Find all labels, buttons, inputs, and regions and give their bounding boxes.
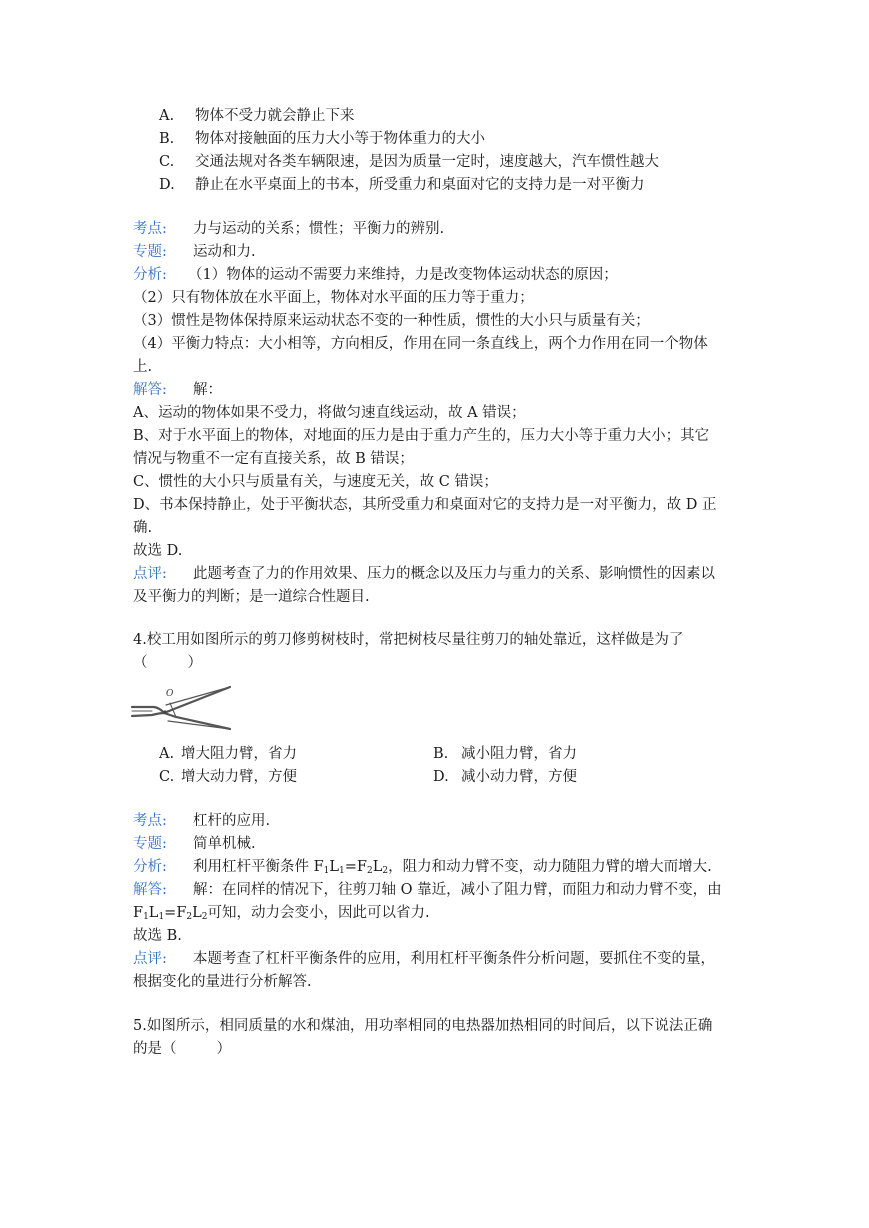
q3-jieda-line-6: 确.: [133, 520, 153, 536]
q4-stem: 4.校工用如图所示的剪刀修剪树枝时，常把树枝尽量往剪刀的轴处靠近，这样做是为了: [133, 632, 684, 648]
q3-jieda-line-1: A、运动的物体如果不受力，将做匀速直线运动，故 A 错误；: [133, 405, 526, 421]
q4-option-b: B. 减小阻力臂，省力: [433, 746, 577, 762]
q4-jieda: 解答: 解：在同样的情况下，往剪刀轴 O 靠近，减小了阻力臂，而阻力和动力臂不变，由: [133, 882, 722, 898]
q3-fenxi-line-3: （3）惯性是物体保持原来运动状态不变的一种性质，惯性的大小只与质量有关；: [133, 313, 650, 329]
q3-option-d: D. 静止在水平桌面上的书本，所受重力和桌面对它的支持力是一对平衡力: [159, 177, 645, 193]
q3-fenxi-line-1: 分析: （1）物体的运动不需要力来维持，力是改变物体运动状态的原因；: [133, 267, 618, 283]
q3-jieda-line-3: 情况与物重不一定有直接关系，故 B 错误；: [133, 451, 414, 467]
q4-jieda-line-3: 故选 B.: [133, 928, 182, 944]
q3-dianping-line-2: 及平衡力的判断；是一道综合性题目.: [133, 589, 370, 605]
q3-option-a: A. 物体不受力就会静止下来: [159, 108, 355, 124]
q4-kaodian: 考点: 杠杆的应用.: [133, 813, 271, 829]
q3-option-c: C. 交通法规对各类车辆限速，是因为质量一定时，速度越大，汽车惯性越大: [159, 154, 659, 170]
q3-zhuanti: 专题: 运动和力.: [133, 244, 256, 260]
q3-jieda-line-2: B、对于水平面上的物体，对地面的压力是由于重力产生的，压力大小等于重力大小；其它: [133, 428, 710, 444]
q4-dianping: 点评: 本题考查了杠杆平衡条件的应用，利用杠杆平衡条件分析问题，要抓住不变的量，: [133, 951, 715, 967]
q5-stem: 5.如图所示，相同质量的水和煤油，用功率相同的电热器加热相同的时间后，以下说法正确: [133, 1018, 713, 1034]
q3-jieda-line-5: D、书本保持静止，处于平衡状态，其所受重力和桌面对它的支持力是一对平衡力，故 D 正: [133, 497, 717, 513]
q3-option-b: B. 物体对接触面的压力大小等于物体重力的大小: [159, 131, 485, 147]
pivot-point: [163, 710, 166, 713]
q4-option-c: C. 增大动力臂，方便: [159, 769, 297, 785]
q3-kaodian: 考点: 力与运动的关系；惯性；平衡力的辨别.: [133, 221, 445, 237]
q4-option-a: A. 增大阻力臂，省力: [159, 746, 297, 762]
q3-jieda-line-4: C、惯性的大小只与质量有关，与速度无关，故 C 错误；: [133, 474, 498, 490]
q4-dianping-line-2: 根据变化的量进行分析解答.: [133, 974, 312, 990]
q4-fenxi: 分析: 利用杠杆平衡条件 $F_1L_1=F_2L_2$，阻力和动力臂不变，动力随阻力臂的增大而增大.: [133, 859, 712, 876]
q3-fenxi-line-5: 上.: [133, 359, 153, 375]
q3-jieda: 解答: 解：: [133, 382, 222, 398]
pivot-label-o: O: [166, 689, 174, 699]
q4-option-d: D. 减小动力臂，方便: [433, 769, 577, 785]
q3-jieda-line-7: 故选 D.: [133, 543, 183, 559]
q3-fenxi-line-4: （4）平衡力特点：大小相等，方向相反，作用在同一条直线上，两个力作用在同一个物体: [133, 336, 708, 352]
q3-dianping: 点评: 此题考查了力的作用效果、压力的概念以及压力与重力的关系、影响惯性的因素以: [133, 566, 715, 582]
q4-zhuanti: 专题: 简单机械.: [133, 836, 256, 852]
q4-answer-paren: （ ）: [133, 655, 202, 671]
q3-fenxi-line-2: （2）只有物体放在水平面上，物体对水平面的压力等于重力；: [133, 290, 534, 306]
q4-jieda-line-2: $F_1L_1=F_2L_2$可知，动力会变小，因此可以省力.: [133, 905, 430, 922]
scissors-figure: [130, 683, 234, 733]
q5-stem-line-2: 的是（ ）: [133, 1041, 231, 1057]
